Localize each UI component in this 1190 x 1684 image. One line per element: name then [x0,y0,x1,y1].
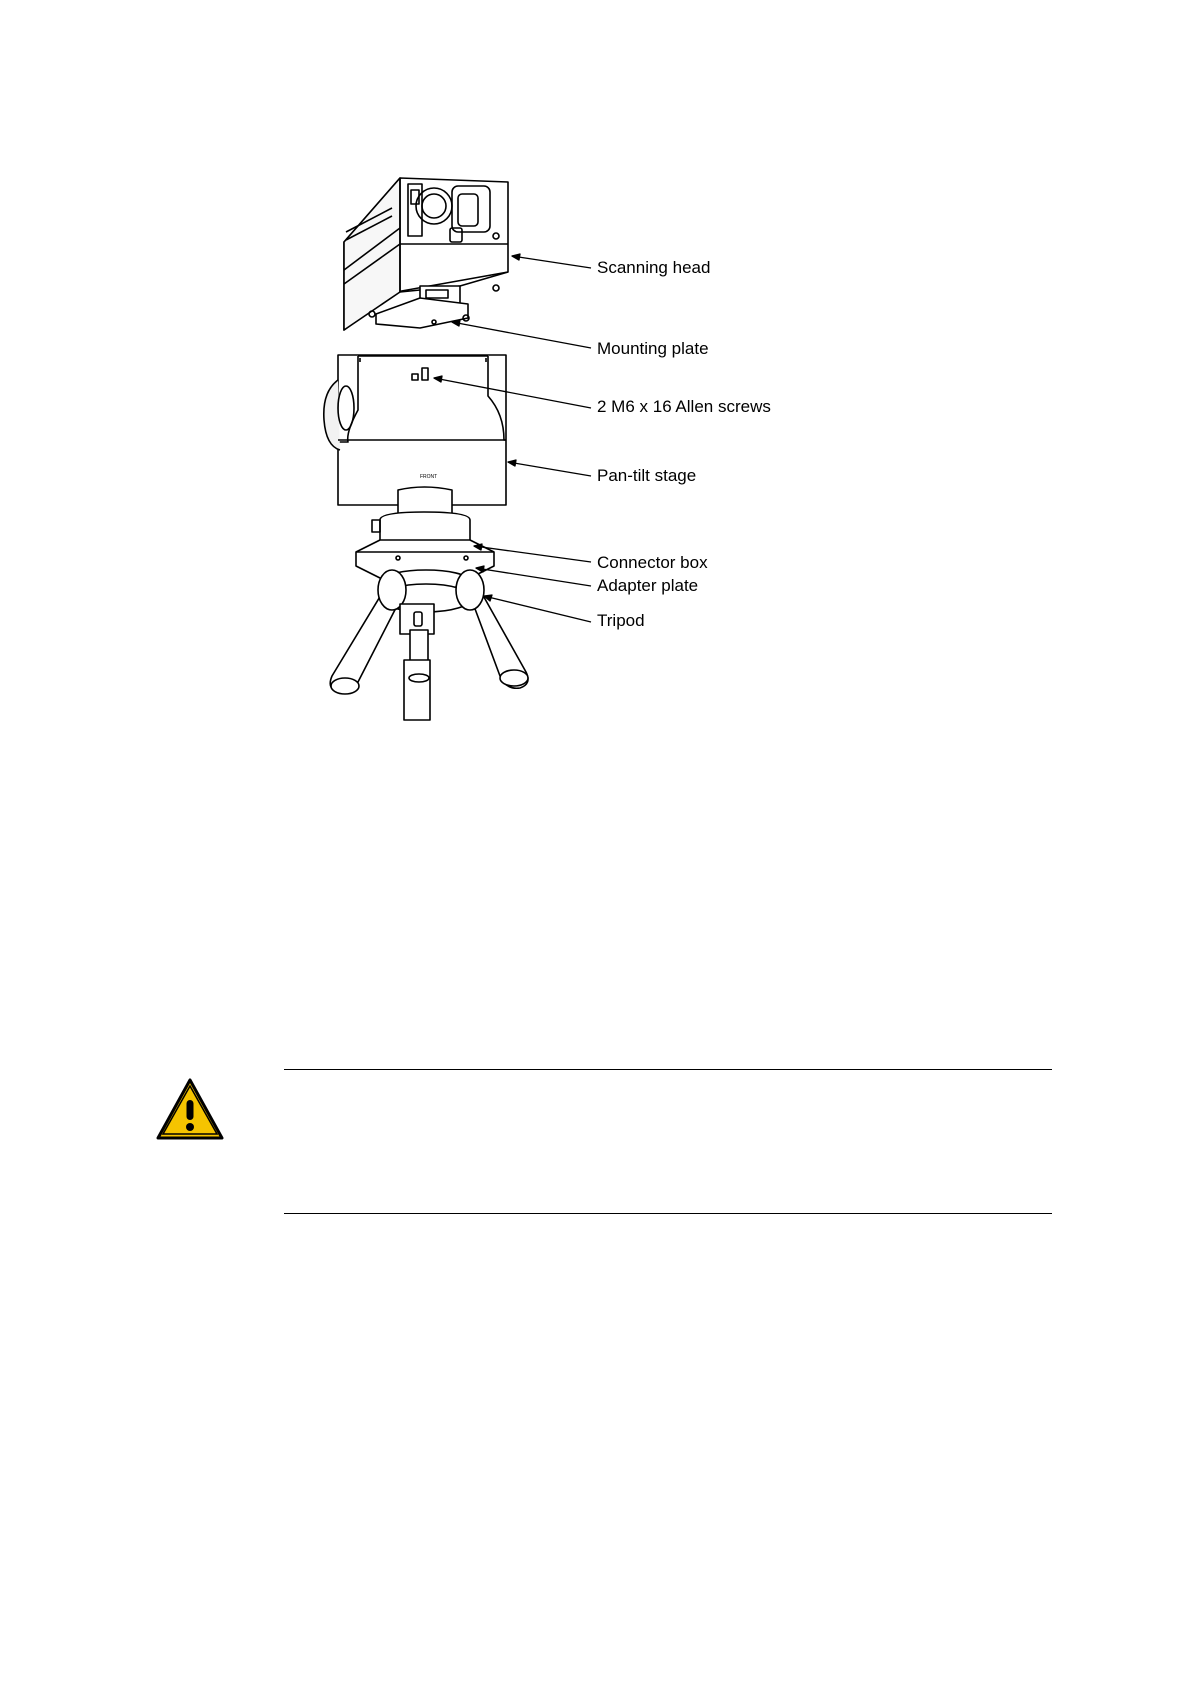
caution-top-rule [284,1069,1052,1070]
leader-pan-tilt-stage [508,462,591,476]
warning-triangle-icon [156,1078,224,1140]
exploded-assembly-figure [0,0,1190,780]
caution-bottom-rule [284,1213,1052,1214]
leader-tripod [484,596,591,622]
label-tripod: Tripod [597,611,645,630]
tripod-drawing [330,570,528,720]
svg-text:FRONT: FRONT [420,474,438,480]
label-allen-screws: 2 M6 x 16 Allen screws [597,397,771,416]
pan-tilt-stage-drawing [324,355,506,505]
label-pan-tilt-stage: Pan-tilt stage [597,466,697,485]
label-mounting-plate: Mounting plate [597,339,709,358]
leader-scanning-head [512,256,591,268]
scanning-head-drawing [344,178,508,330]
label-scanning-head: Scanning head [597,258,711,277]
leader-mounting-plate [452,322,591,348]
leader-adapter-plate [476,568,591,586]
label-adapter-plate: Adapter plate [597,576,699,595]
label-connector-box: Connector box [597,553,708,572]
